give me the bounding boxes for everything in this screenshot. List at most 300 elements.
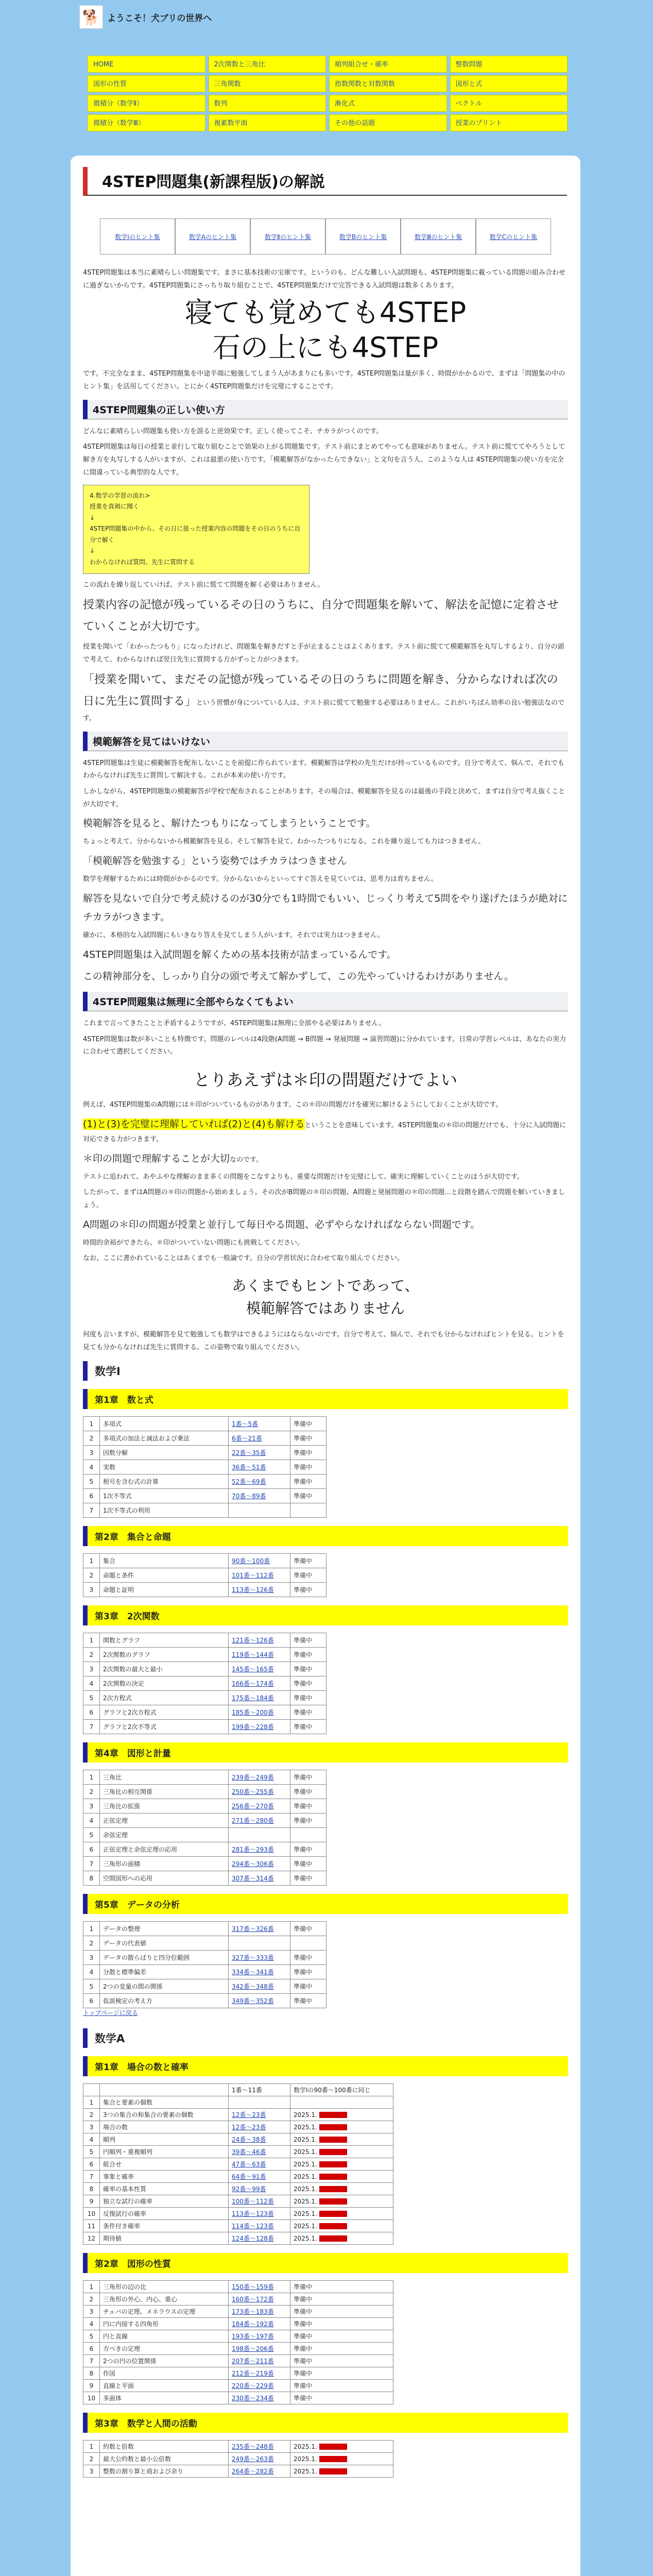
topic-name: 因数分解 xyxy=(103,1449,128,1457)
nav-item-15[interactable]: 授業のプリント xyxy=(450,114,568,131)
table-row xyxy=(83,1568,326,1583)
topic-name: グラフと2次不等式 xyxy=(103,1723,157,1731)
mathA-heading: 数学A xyxy=(83,2028,568,2048)
row-number: 12 xyxy=(87,2234,96,2242)
notall-highlight-3: A問題の＊印の問題が授業と並行して毎日やる問題、必ずやらなければならない問題です。 xyxy=(83,1218,480,1230)
problem-range[interactable]: 64番～91番 xyxy=(232,2173,266,2181)
topic-name: 2つの円の位置関係 xyxy=(103,2358,157,2365)
problem-range[interactable]: 145番～165番 xyxy=(232,1666,274,1673)
chapter-table xyxy=(83,2280,393,2404)
topic-name: 三角形の辺の比 xyxy=(103,2283,147,2291)
topic-name: 余弦定理 xyxy=(103,1832,128,1839)
nav-item-13[interactable]: 複素数平面 xyxy=(209,114,326,131)
notall-p4: ということを意味しています。4STEP問題集の＊印の問題だけでも、十分に入試問題に対応できる力がつきます。 xyxy=(83,1121,566,1143)
table-row xyxy=(83,2220,393,2232)
problem-range[interactable]: 39番～46番 xyxy=(232,2148,266,2156)
problem-range[interactable]: 264番～282番 xyxy=(232,2468,274,2476)
problem-range[interactable]: 349番～352番 xyxy=(232,1997,274,2005)
flow-step: ↓ xyxy=(90,547,95,555)
update-bar xyxy=(319,2211,347,2217)
row-number: 6 xyxy=(89,1997,94,2005)
row-number: 2 xyxy=(89,1434,94,1442)
topic-name: 1次不等式の利用 xyxy=(103,1507,150,1515)
problem-range[interactable]: 12番～23番 xyxy=(232,2111,266,2119)
chapter-heading: 第1章 数と式 xyxy=(83,1389,568,1409)
topic-name: 空間図形への応用 xyxy=(103,1875,153,1883)
table-row xyxy=(83,2096,393,2109)
topic-name: 2次関数のグラフ xyxy=(103,1651,150,1659)
problem-range[interactable]: 100番～112番 xyxy=(232,2198,274,2206)
update-bar xyxy=(319,2223,347,2229)
notall-p5: なのです。 xyxy=(230,1156,263,1164)
notall-highlight: (1)と(3)を完璧に理解していれば(2)と(4)も解ける xyxy=(83,1118,305,1130)
row-number: 1 xyxy=(89,1420,94,1428)
hint-tab-5[interactable]: 数学Cのヒント集 xyxy=(476,218,551,255)
section-title-no-answer: 模範解答を見てはいけない xyxy=(83,732,568,751)
table-row xyxy=(83,1994,326,2008)
problem-range[interactable]: 12番～23番 xyxy=(232,2124,266,2131)
table-row xyxy=(83,2146,393,2158)
row-number: 9 xyxy=(89,2382,94,2389)
topic-name: データの代表値 xyxy=(103,1940,147,1947)
notall-p10: 何度も言いますが、模範解答を見て勉強しても数学はできるようにはならないのです。自分で考えて、悩んで、それでも分からなければヒントを見る。ヒントを見ても分からなければ先生に質問する。この姿勢で取り組んでください。 xyxy=(83,1330,564,1351)
status-text: 準備中 xyxy=(294,1478,313,1486)
topic-name: 円順列・重複順列 xyxy=(103,2148,153,2156)
row-number: 7 xyxy=(89,1860,94,1868)
nav-item-4[interactable]: 図形の性質 xyxy=(88,75,205,92)
table-row xyxy=(83,1431,326,1446)
problem-range[interactable]: 317番～326番 xyxy=(232,1925,274,1933)
table-row xyxy=(83,1965,326,1979)
row-number: 3 xyxy=(89,1954,94,1961)
notall-p2: 4STEP問題集は数が多いことも特徴です。問題のレベルは4段階(A問題 → B問題 → 発展問題 → 演習問題)に分かれています。日常の学習レベルは、あなたの実力に合わせて選択してください。 xyxy=(83,1035,566,1056)
noanswer-p4: 数学を理解するためには時間がかかるのです。分からないからといってすぐ答えを見ていては、思考力は育ちません。 xyxy=(83,875,438,884)
table-row xyxy=(83,2195,393,2208)
problem-range[interactable]: 342番～348番 xyxy=(232,1983,274,1991)
problem-range[interactable]: 294番～306番 xyxy=(232,1860,274,1868)
problem-range[interactable]: 220番～229番 xyxy=(232,2382,274,2390)
update-bar xyxy=(319,2456,347,2462)
problem-range[interactable]: 307番～314番 xyxy=(232,1875,274,1883)
chapter-table xyxy=(83,2440,393,2478)
chapter-heading: 第1章 場合の数と確率 xyxy=(83,2056,568,2076)
table-row xyxy=(83,1489,326,1503)
usage-p3: この流れを繰り返していけば、テスト前に慌てて問題を解く必要はありません。 xyxy=(83,581,324,589)
status-text: 2025.1. xyxy=(294,2210,317,2217)
problem-range[interactable]: 184番～192番 xyxy=(232,2320,274,2328)
row-number: 4 xyxy=(89,2320,94,2328)
nav-item-9[interactable]: 数列 xyxy=(209,95,326,112)
problem-range[interactable]: 235番～248番 xyxy=(232,2443,274,2451)
flow-step: わからなければ質問、先生に質問する xyxy=(90,558,195,566)
status-text: 準備中 xyxy=(294,2370,313,2378)
problem-range[interactable]: 334番～341番 xyxy=(232,1969,274,1976)
table-row xyxy=(83,2183,393,2195)
chapter-table xyxy=(83,1553,326,1597)
topic-name: 命題と証明 xyxy=(103,1586,134,1594)
problem-range[interactable]: 175番～184番 xyxy=(232,1694,274,1702)
problem-range[interactable]: 101番～112番 xyxy=(232,1572,274,1580)
chapter-heading: 第2章 集合と命題 xyxy=(83,1526,568,1546)
notall-center-heading-2: あくまでもヒントであって、 模範解答ではありません xyxy=(232,1277,419,1317)
problem-range[interactable]: 239番～249番 xyxy=(232,1774,274,1782)
topic-name: 2次関数の決定 xyxy=(103,1680,144,1688)
topic-name: 2次方程式 xyxy=(103,1694,132,1702)
table-row xyxy=(83,2380,393,2392)
table-row xyxy=(83,1648,326,1662)
topic-name: 根号を含む式の計算 xyxy=(103,1478,159,1486)
table-row xyxy=(83,2453,393,2465)
topic-name: 円と直線 xyxy=(103,2333,128,2341)
row-number: 2 xyxy=(89,1571,94,1579)
nav-item-7[interactable]: 図形と式 xyxy=(450,75,568,92)
update-bar xyxy=(319,2112,347,2118)
nav-item-2[interactable]: 順列組合せ・確率 xyxy=(329,56,447,73)
notall-p6: テストに追われて、あやふやな理解のまま多くの問題をこなすよりも、重要な問題だけを完璧にして、確実に理解していくことのほうが大切です。 xyxy=(83,1173,524,1181)
hint-tabs xyxy=(83,218,568,255)
topic-name: 関数とグラフ xyxy=(103,1637,141,1645)
status-text: 2025.1. xyxy=(294,2136,317,2143)
topic-name: 約数と倍数 xyxy=(103,2443,134,2451)
problem-range[interactable]: 166番～174番 xyxy=(232,1680,274,1688)
topic-name: 1次不等式 xyxy=(103,1493,132,1500)
status-text: 準備中 xyxy=(294,1925,313,1933)
topic-name: 実数 xyxy=(103,1464,116,1471)
chapter-heading: 第2章 図形の性質 xyxy=(83,2253,568,2273)
row-number: 2 xyxy=(89,2111,94,2119)
status-text: 準備中 xyxy=(294,1846,313,1854)
row-number: 6 xyxy=(89,1708,94,1716)
topic-name: 期待値 xyxy=(103,2235,122,2243)
status-text: 準備中 xyxy=(294,1651,313,1659)
row-number: 4 xyxy=(89,1817,94,1824)
nav-item-1[interactable]: 2次関数と三角比 xyxy=(209,56,326,73)
problem-range[interactable]: 150番～159番 xyxy=(232,2283,274,2291)
topic-name: 組合せ xyxy=(103,2161,122,2168)
row-number: 3 xyxy=(89,1665,94,1673)
status-text: 準備中 xyxy=(294,1997,313,2005)
chapter-heading: 第3章 数学と人間の活動 xyxy=(83,2413,568,2433)
topic-name: 円に内接する四角形 xyxy=(103,2320,159,2328)
notall-p8: 時間的余裕ができたら、＊印がついていない問題にも挑戦してください。 xyxy=(83,1239,304,1247)
nav-item-11[interactable]: ベクトル xyxy=(450,95,568,112)
status-text: 準備中 xyxy=(294,1803,313,1810)
update-bar xyxy=(319,2468,347,2475)
table-row xyxy=(83,1720,326,1734)
problem-range[interactable]: 199番～228番 xyxy=(232,1723,274,1731)
study-flow-box xyxy=(83,485,310,574)
nav-item-3[interactable]: 整数問題 xyxy=(450,56,568,73)
table-row xyxy=(83,2232,393,2245)
row-number: 2 xyxy=(89,2455,94,2463)
problem-range[interactable]: 250番～255番 xyxy=(232,1788,274,1796)
main-content xyxy=(71,156,580,2576)
status-text: 準備中 xyxy=(294,1449,313,1457)
table-row xyxy=(83,1475,326,1489)
table-row xyxy=(83,1871,326,1886)
table-row xyxy=(83,1676,326,1691)
topic-name: 反復試行の確率 xyxy=(103,2210,147,2218)
status-text: 準備中 xyxy=(294,1860,313,1868)
status-text: 準備中 xyxy=(294,1723,313,1731)
problem-range[interactable]: 1番～5番 xyxy=(232,1420,259,1428)
row-number: 5 xyxy=(89,1694,94,1702)
problem-range[interactable]: 114番～123番 xyxy=(232,2223,274,2230)
topic-name: 独立な試行の確率 xyxy=(103,2198,153,2206)
status-text: 準備中 xyxy=(294,2358,313,2365)
header-cell: 1番～11番 xyxy=(229,2084,290,2096)
problem-range[interactable]: 124番～128番 xyxy=(232,2235,274,2243)
status-text: 2025.1. xyxy=(294,2111,317,2119)
table-row xyxy=(83,2318,393,2330)
status-text: 準備中 xyxy=(294,1680,313,1688)
chapter-table xyxy=(83,1633,326,1734)
hint-tab-0[interactable]: 数学Ⅰのヒント集 xyxy=(100,218,175,255)
problem-range[interactable]: 36番～51番 xyxy=(232,1464,266,1471)
row-number: 6 xyxy=(89,2345,94,2352)
nav-item-14[interactable]: その他の話題 xyxy=(329,114,447,131)
table-row xyxy=(83,1503,326,1518)
status-text: 2025.1. xyxy=(294,2222,317,2230)
topic-name: 命題と条件 xyxy=(103,1572,134,1580)
status-text: 2025.1. xyxy=(294,2443,317,2450)
chapter-heading: 第4章 図形と計量 xyxy=(83,1742,568,1762)
table-row xyxy=(83,2158,393,2171)
status-text: 2025.1. xyxy=(294,2455,317,2463)
back-to-top-link[interactable]: トップページに戻る xyxy=(83,2009,138,2017)
status-text: 準備中 xyxy=(294,1637,313,1645)
problem-range[interactable]: 52番～69番 xyxy=(232,1478,266,1486)
nav-item-6[interactable]: 指数関数と対数関数 xyxy=(329,75,447,92)
update-bar xyxy=(319,2149,347,2155)
status-text: 準備中 xyxy=(294,1572,313,1580)
topic-name: グラフと2次方程式 xyxy=(103,1709,157,1717)
topic-name: 分散と標準偏差 xyxy=(103,1969,147,1976)
nav-item-10[interactable]: 漸化式 xyxy=(329,95,447,112)
row-number: 2 xyxy=(89,2295,94,2303)
table-row xyxy=(83,2208,393,2220)
table-header-row xyxy=(83,2084,393,2096)
problem-range[interactable]: 281番～293番 xyxy=(232,1846,274,1854)
row-number: 3 xyxy=(89,2308,94,2315)
hint-tab-4[interactable]: 数学Ⅲのヒント集 xyxy=(401,218,476,255)
topic-name: 直線と平面 xyxy=(103,2382,134,2390)
table-row xyxy=(83,1705,326,1720)
math1-chapters xyxy=(83,1389,568,2008)
status-text: 準備中 xyxy=(294,2283,313,2291)
slogan-1: 寝ても覚めても4STEP xyxy=(184,296,467,329)
table-row xyxy=(83,2121,393,2133)
site-header xyxy=(0,0,653,59)
problem-range[interactable]: 230番～234番 xyxy=(232,2395,274,2402)
problem-range[interactable]: 113番～126番 xyxy=(232,1586,274,1594)
row-number: 6 xyxy=(89,1845,94,1853)
status-text: 2025.1. xyxy=(294,2185,317,2193)
status-text: 準備中 xyxy=(294,1969,313,1976)
status-text: 準備中 xyxy=(294,1586,313,1594)
table-row xyxy=(83,2293,393,2306)
nav-item-8[interactable]: 微積分（数学Ⅱ） xyxy=(88,95,205,112)
topic-name: 3つの集合の和集合の要素の個数 xyxy=(103,2111,194,2119)
page-title: 4STEP問題集(新課程版)の解説 xyxy=(83,167,567,196)
update-bar xyxy=(319,2174,347,2180)
table-row xyxy=(83,2392,393,2404)
table-row xyxy=(83,1842,326,1857)
status-text: 2025.1. xyxy=(294,2160,317,2168)
nav-item-12[interactable]: 微積分（数学Ⅲ） xyxy=(88,114,205,131)
problem-range[interactable]: 6番～21番 xyxy=(232,1435,262,1443)
usage-highlight: 授業内容の記憶が残っているその日のうちに、自分で問題集を解いて、解法を記憶に定着させていくことが大切です。 xyxy=(83,599,559,634)
row-number: 5 xyxy=(89,2332,94,2340)
problem-range[interactable]: 92番～99番 xyxy=(232,2185,266,2193)
status-text: 準備中 xyxy=(294,1875,313,1883)
noanswer-highlight-2: 「模範解答を勉強する」という姿勢ではチカラはつきません xyxy=(83,855,347,867)
problem-range[interactable]: 24番～38番 xyxy=(232,2136,266,2144)
noanswer-p5: 確かに、本格的な入試問題にもいきなり答えを見てしまう人がいます。それでは実力はつきません。 xyxy=(83,931,384,940)
row-number: 1 xyxy=(89,1636,94,1644)
table-row xyxy=(83,1828,326,1842)
topic-name: 方べきの定理 xyxy=(103,2345,141,2353)
topic-name: 整数の割り算と商および余り xyxy=(103,2468,184,2476)
problem-range[interactable]: 256番～270番 xyxy=(232,1803,274,1810)
row-number: 5 xyxy=(89,2148,94,2156)
table-row xyxy=(83,1936,326,1951)
row-number: 4 xyxy=(89,2136,94,2143)
status-text: 準備中 xyxy=(294,2296,313,2303)
status-text: 2025.1. xyxy=(294,2123,317,2131)
status-text: 準備中 xyxy=(294,2320,313,2328)
topic-name: 事象と確率 xyxy=(103,2173,134,2181)
usage-p2: 4STEP問題集は毎日の授業と並行して取り組むことで効果の上がる問題集です。テスト前にまとめてやっても意味がありません。テスト前に慌ててやろうとして解き方を丸写しする人がいますが、これは最悪の使い方です。「模範解答がなかったらできない」と文句を言う人、このような人は 4STEP問題集の使い方を完全に間違っている典型的な人です。 xyxy=(83,443,565,477)
logo-label: ようこそ！犬ブリの世界へ xyxy=(107,13,212,24)
status-text: 準備中 xyxy=(294,1774,313,1782)
status-text: 準備中 xyxy=(294,1493,313,1500)
problem-range[interactable]: 70番～89番 xyxy=(232,1493,266,1500)
problem-range[interactable]: 198番～206番 xyxy=(232,2345,274,2353)
problem-range[interactable]: 90番～100番 xyxy=(232,1557,270,1565)
flow-step: 授業を真剣に聞く xyxy=(90,503,140,511)
topic-name: 場合の数 xyxy=(103,2124,128,2131)
row-number: 8 xyxy=(89,1874,94,1882)
problem-range[interactable]: 160番～172番 xyxy=(232,2296,274,2303)
notall-p1: これまで言ってきたことと矛盾するようですが、4STEP問題集は無理に全部やる必要はありません。 xyxy=(83,1019,386,1027)
chapter-heading: 第3章 2次関数 xyxy=(83,1605,568,1625)
usage-p4: 授業を聞いて「わかったつもり」になったけれど、問題集を解きだすと手が止まることはよくあります。テスト前に慌てて模範解答を丸写しするより、自分の頭で考えて、わからなければ翌日先生に質問する方がずっと力がつきます。 xyxy=(83,642,564,664)
table-row xyxy=(83,1857,326,1871)
update-bar xyxy=(319,2161,347,2167)
noanswer-p3: ちょっと考えて、分からないから模範解答を見る。そして解答を見て、わかったつもりになる。これを繰り返しても力はつきません。 xyxy=(83,838,485,846)
update-bar xyxy=(319,2444,347,2450)
table-row xyxy=(83,2343,393,2355)
table-row xyxy=(83,1814,326,1828)
topic-name: 条件付き確率 xyxy=(103,2223,141,2230)
table-row xyxy=(83,1922,326,1936)
table-row xyxy=(83,2330,393,2343)
topic-name: 順列 xyxy=(103,2136,116,2144)
problem-range[interactable]: 22番～35番 xyxy=(232,1449,266,1457)
problem-range[interactable]: 271番～280番 xyxy=(232,1817,274,1825)
topic-name: 多項式の加法と減法および乗法 xyxy=(103,1435,190,1443)
topic-name: チェバの定理、メネラウスの定理 xyxy=(103,2308,196,2316)
hint-tab-2[interactable]: 数学Ⅱのヒント集 xyxy=(250,218,325,255)
problem-range[interactable]: 185番～200番 xyxy=(232,1709,274,1717)
row-number: 7 xyxy=(89,2173,94,2180)
table-row xyxy=(83,1662,326,1676)
notall-p7: したがって、まずはA問題の＊印の問題から始めましょう。その次がB問題の＊印の問題、A問題と発展問題の＊印の問題...と段階を踏んで問題を解いていきましょう。 xyxy=(83,1189,565,1209)
header-cell xyxy=(83,2084,100,2096)
notall-center-heading: とりあえずは＊印の問題だけでよい xyxy=(193,1070,457,1090)
usage-p5: という習慣が身についている人は、テスト前に慌てて勉強する必要はありません。これがいちばん効率の良い勉強法なのです。 xyxy=(83,699,565,722)
row-number: 10 xyxy=(87,2394,96,2402)
status-text: 準備中 xyxy=(294,1666,313,1673)
table-row xyxy=(83,2281,393,2293)
nav-item-0[interactable]: HOME xyxy=(88,56,205,73)
hint-tab-3[interactable]: 数学Bのヒント集 xyxy=(325,218,401,255)
hint-tab-1[interactable]: 数学Aのヒント集 xyxy=(175,218,250,255)
row-number: 3 xyxy=(89,1802,94,1810)
problem-range[interactable]: 327番～333番 xyxy=(232,1954,274,1962)
noanswer-highlight-3: 解答を見ないで自分で考え続けるのが30分でも1時間でもいい、じっくり考えて5問をやり遂げたほうが絶対にチカラがつきます。 xyxy=(83,892,568,923)
topic-name: 正弦定理 xyxy=(103,1817,128,1825)
row-number: 7 xyxy=(89,2357,94,2365)
row-number: 8 xyxy=(89,2185,94,2193)
row-number: 3 xyxy=(89,2123,94,2131)
topic-name: 2次関数の最大と最小 xyxy=(103,1666,163,1673)
table-row xyxy=(83,1417,326,1431)
row-number: 3 xyxy=(89,1586,94,1594)
problem-range[interactable]: 173番～183番 xyxy=(232,2308,274,2316)
table-row xyxy=(83,1799,326,1814)
problem-range[interactable]: 47番～63番 xyxy=(232,2161,266,2168)
problem-range[interactable]: 212番～219番 xyxy=(232,2370,274,2378)
status-text: 2025.1. xyxy=(294,2234,317,2242)
flow-step: 4.数学の学習の流れ> xyxy=(90,492,150,499)
problem-range[interactable]: 207番～211番 xyxy=(232,2358,274,2365)
update-bar xyxy=(319,2198,347,2205)
table-row xyxy=(83,1691,326,1705)
topic-name: 集合と要素の個数 xyxy=(103,2099,153,2107)
math1-heading: 数学Ⅰ xyxy=(83,1361,568,1381)
topic-name: 確率の基本性質 xyxy=(103,2185,147,2193)
row-number: 7 xyxy=(89,1506,94,1514)
topic-name: 三角形の面積 xyxy=(103,1860,141,1868)
row-number: 2 xyxy=(89,1651,94,1658)
topic-name: 三角比の拡張 xyxy=(103,1803,141,1810)
problem-range[interactable]: 113番～123番 xyxy=(232,2210,274,2218)
update-bar xyxy=(319,2235,347,2242)
problem-range[interactable]: 119番～144番 xyxy=(232,1651,274,1659)
row-number: 5 xyxy=(89,1982,94,1990)
topic-name: 三角比の相互関係 xyxy=(103,1788,153,1796)
notall-highlight-2: ＊印の問題で理解することが大切 xyxy=(83,1153,230,1164)
row-number: 1 xyxy=(89,1773,94,1781)
status-text: 準備中 xyxy=(294,1709,313,1717)
row-number: 3 xyxy=(89,2467,94,2475)
table-row xyxy=(83,2306,393,2318)
problem-range[interactable]: 193番～197番 xyxy=(232,2333,274,2341)
status-text: 2025.1. xyxy=(294,2467,317,2475)
problem-range[interactable]: 249番～263番 xyxy=(232,2455,274,2463)
table-row xyxy=(83,2109,393,2121)
header-cell xyxy=(100,2084,229,2096)
update-bar xyxy=(319,2124,347,2130)
table-row xyxy=(83,1770,326,1785)
row-number: 1 xyxy=(89,2098,94,2106)
problem-range[interactable]: 121番～126番 xyxy=(232,1637,274,1645)
site-logo[interactable] xyxy=(79,5,212,29)
nav-item-5[interactable]: 三角関数 xyxy=(209,75,326,92)
mathA-chapters xyxy=(83,2056,568,2478)
